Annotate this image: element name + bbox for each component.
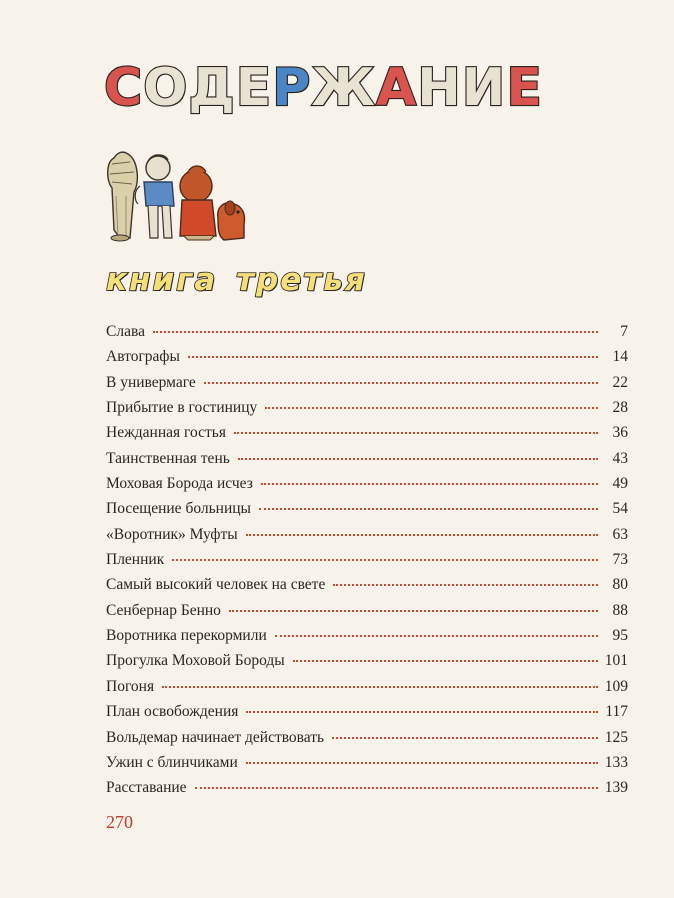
toc-entry-title: Нежданная гостья [106,424,226,442]
dog-figure [218,201,245,240]
toc-entry[interactable] [106,323,628,348]
title-letter: Д [188,58,236,118]
toc-entry-title: «Воротник» Муфты [106,525,238,543]
girl-figure [180,166,216,240]
toc-entry-title: Пленник [106,551,165,569]
title-letter: А [376,58,418,118]
toc-entry-page: 54 [612,500,628,518]
book-subtitle: книга третья [106,262,367,298]
toc-entry-title: Самый высокий человек на свете [106,576,326,594]
toc-entry[interactable] [106,475,628,500]
dot-leader [195,787,598,789]
dot-leader [153,331,598,333]
toc-entry-title: Прогулка Моховой Бороды [106,652,285,670]
toc-entry[interactable] [106,374,628,399]
toc-entry-page: 43 [612,449,628,467]
boy-figure [135,155,174,238]
toc-entry-title: Сенбернар Бенно [106,601,221,619]
toc-entry-page: 109 [604,677,628,695]
page-number: 270 [106,812,133,832]
toc-entry-page: 139 [604,779,628,797]
toc-entry-page: 36 [612,424,628,442]
toc-entry-title: Моховая Борода исчез [106,475,253,493]
dot-leader [259,508,598,510]
dot-leader [204,382,598,384]
toc-entry-page: 95 [612,627,628,645]
dot-leader [188,356,598,358]
toc-entry-title: Таинственная тень [106,449,230,467]
title-letter: Ж [311,58,377,118]
dot-leader [261,483,598,485]
toc-entry-page: 63 [612,525,628,543]
dot-leader [333,584,598,586]
toc-entry[interactable] [106,500,628,525]
toc-entry[interactable] [106,348,628,373]
toc-entry-page: 14 [612,348,628,366]
toc-entry-title: Расставание [106,779,187,797]
toc-entry-title: Автографы [106,348,180,366]
toc-entry[interactable] [106,399,628,424]
title-letter: Е [235,58,273,118]
characters-illustration [100,140,250,246]
toc-entry-page: 73 [612,551,628,569]
title-letter: Н [417,58,462,118]
toc-entry-title: План освобождения [106,703,239,721]
dot-leader [234,432,598,434]
title-letter: Р [272,58,312,118]
dot-leader [265,407,598,409]
toc-entry[interactable] [106,729,628,754]
dot-leader [246,534,598,536]
toc-entry-title: Воротника перекормили [106,627,267,645]
toc-entry[interactable] [106,779,628,804]
toc-entry-page: 22 [612,373,628,391]
toc-entry-title: Посещение больницы [106,500,251,518]
toc-entry-page: 133 [604,753,628,771]
toc-entry[interactable] [106,678,628,703]
dot-leader [293,660,598,662]
toc-entry-page: 28 [612,399,628,417]
toc-entry-page: 117 [605,703,628,721]
title-letter: О [143,58,189,118]
toc-entry-page: 80 [612,576,628,594]
toc-entry-title: Ужин с блинчиками [106,753,238,771]
toc-entry-title: Вольдемар начинает действовать [106,728,325,746]
toc-entry-page: 125 [604,728,628,746]
toc-entry-page: 88 [612,601,628,619]
toc-entry-title: Погоня [106,677,155,695]
dot-leader [246,711,598,713]
title-letter: Е [506,58,543,118]
title-letter: С [104,58,144,118]
toc-entry-title: Слава [106,323,145,340]
table-of-contents [106,323,628,805]
toc-entry-title: В универмаге [106,373,196,391]
toc-entry-page: 7 [620,323,628,340]
toc-entry[interactable] [106,424,628,449]
dot-leader [162,686,598,688]
toc-entry[interactable] [106,576,628,601]
toc-entry[interactable] [106,754,628,779]
toc-entry[interactable] [106,450,628,475]
toc-entry-title: Прибытие в гостиницу [106,399,258,417]
toc-entry[interactable] [106,526,628,551]
dot-leader [246,762,598,764]
dot-leader [332,737,598,739]
toc-entry-page: 101 [604,652,628,670]
toc-entry[interactable] [106,551,628,576]
toc-entry-page: 49 [612,475,628,493]
page-title [104,54,543,118]
toc-entry[interactable] [106,652,628,677]
toc-entry[interactable] [106,602,628,627]
dot-leader [229,610,598,612]
toc-entry[interactable] [106,703,628,728]
moss-beard-figure [108,152,138,241]
toc-entry[interactable] [106,627,628,652]
dot-leader [172,559,598,561]
dot-leader [275,635,598,637]
dot-leader [238,458,598,460]
title-letter: И [461,58,507,118]
